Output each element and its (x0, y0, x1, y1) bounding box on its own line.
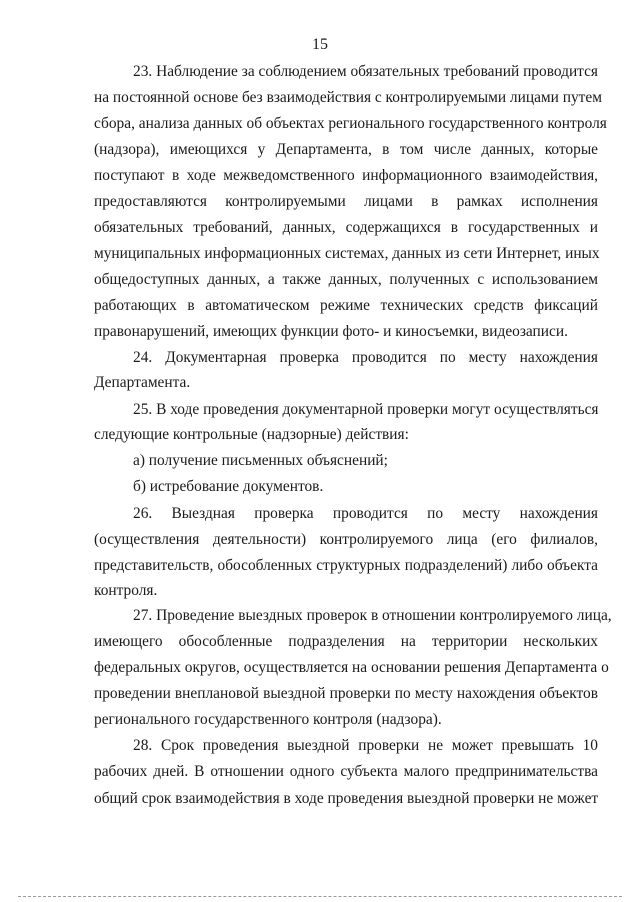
text-line: (надзора), имеющихся у Департамента, в том числе данных, которые (94, 141, 598, 158)
text-line: 23. Наблюдение за соблюдением обязательных требований проводится (133, 63, 598, 80)
text-line: на постоянной основе без взаимодействия с контролируемыми лицами путем (94, 89, 602, 106)
text-line: федеральных округов, осуществляется на основании решения Департамента о (94, 659, 609, 676)
page-number: 15 (312, 36, 328, 53)
text-line: 24. Документарная проверка проводится по месту нахождения (133, 349, 598, 366)
text-line: общий срок взаимодействия в ходе проведения выездной проверки не может (94, 790, 599, 807)
text-line: 28. Срок проведения выездной проверки не может превышать 10 (133, 737, 598, 754)
page-bottom-rule (18, 896, 622, 897)
text-line: регионального государственного контроля (надзора). (94, 711, 442, 728)
text-line: следующие контрольные (надзорные) действия: (94, 426, 409, 443)
text-line: рабочих дней. В отношении одного субъекта малого предпринимательства (94, 763, 598, 780)
text-line: обязательных требований, данных, содержащихся в государственных и (94, 219, 598, 236)
text-line: 27. Проведение выездных проверок в отношении контролируемого лица, (133, 607, 612, 624)
text-line: б) истребование документов. (133, 478, 324, 495)
text-line: предоставляются контролируемыми лицами в рамках исполнения (94, 193, 598, 210)
text-line: правонарушений, имеющих функции фото- и киносъемки, видеозаписи. (94, 323, 568, 340)
text-line: 26. Выездная проверка проводится по месту нахождения (133, 505, 598, 522)
text-line: муниципальных информационных системах, данных из сети Интернет, иных (94, 245, 600, 262)
text-line: поступают в ходе межведомственного информационного взаимодействия, (94, 167, 598, 184)
text-line: имеющего обособленные подразделения на территории нескольких (94, 633, 598, 650)
text-line: представительств, обособленных структурных подразделений) либо объекта (94, 557, 598, 574)
text-line: Департамента. (94, 374, 191, 391)
text-line: проведении внеплановой выездной проверки по месту нахождения объектов (94, 685, 598, 702)
text-line: работающих в автоматическом режиме технических средств фиксаций (94, 297, 598, 314)
text-line: 25. В ходе проведения документарной проверки могут осуществляться (133, 401, 599, 418)
text-line: контроля. (94, 582, 158, 599)
text-line: общедоступных данных, а также данных, полученных с использованием (94, 271, 598, 288)
text-line: сбора, анализа данных об объектах регионального государственного контроля (94, 115, 607, 132)
text-line: а) получение письменных объяснений; (133, 452, 388, 469)
text-line: (осуществления деятельности) контролируемого лица (его филиалов, (94, 531, 598, 548)
